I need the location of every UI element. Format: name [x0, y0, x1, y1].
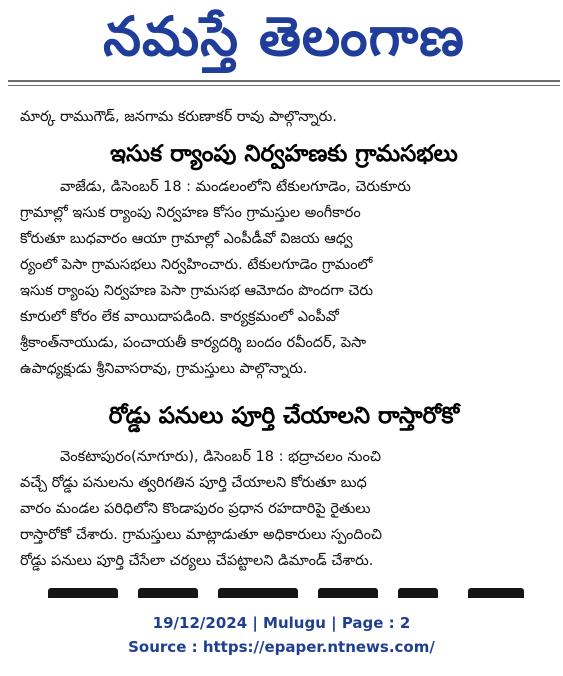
body-line: కూరులో కోరం లేక వాయిదాపడింది. కార్యక్రమంలో ఎంపీవో — [20, 309, 339, 325]
masthead-title: నమస్తే తెలంగాణ — [103, 5, 465, 68]
masthead — [8, 0, 560, 88]
newspaper-clipping — [8, 0, 560, 598]
body-line: రోడ్డు పనులు పూర్తి చేసేలా చర్యలు చేపట్టాలని డిమాండ్ చేశారు. — [20, 553, 374, 569]
masthead-rule-thin — [8, 85, 560, 86]
body-line: వచ్చే రోడ్డు పనులను త్వరిగతిన పూర్తి చేయాలని కోరుతూ బుధ — [20, 475, 367, 491]
cut-headline-fragment-bottom — [48, 588, 528, 598]
body-line: వెంకటాపురం(నూగూరు), డిసెంబర్ 18 : భద్రాచలం నుంచి — [60, 449, 381, 465]
cut-text-fragment-top — [120, 94, 320, 104]
body-line: శ్రీకాంత్‌నాయుడు, పంచాయతీ కార్యదర్శి బందం రవీందర్, పెసా — [20, 335, 367, 351]
article-tail-line: మార్క రాముగౌడ్, జనగామ కరుణాకర్ రావు పాల్గొన్నారు. — [20, 109, 337, 125]
masthead-rule — [8, 80, 560, 82]
source-link[interactable]: Source : https://epaper.ntnews.com/ — [128, 638, 435, 656]
body-line: కోరుతూ బుధవారం ఆయా గ్రామాల్లో ఎంపీడీవో విజయ ఆధ్వ — [20, 231, 353, 247]
body-line: ఇసుక ర్యాంపు నిర్వహణ పెసా గ్రామసభ ఆమోదం పొందగా చెరు — [20, 283, 374, 299]
edition-info: 19/12/2024 | Mulugu | Page : 2 — [152, 614, 411, 632]
body-line: వారం మండల పరిధిలోని కొండాపురం ప్రధాన రహదారిపై రైతులు — [20, 501, 371, 517]
body-line: గ్రామాల్లో ఇసుక ర్యాంపు నిర్వహణ కోసం గ్రామస్తుల అంగీకారం — [20, 205, 361, 221]
body-line: వాజేడు, డిసెంబర్ 18 : మండలంలోని టేకులగూడెం, చెరుకూరు — [60, 179, 411, 195]
headline-sand-ramp: ఇసుక ర్యాంపు నిర్వహణకు గ్రామసభలు — [110, 141, 458, 167]
body-line: ఉపాధ్యక్షుడు శ్రీనివాసరావు, గ్రామస్తులు పాల్గొన్నారు. — [20, 361, 308, 377]
headline-road-works: రోడ్డు పనులు పూర్తి చేయాలని రాస్తారోకో — [108, 403, 460, 429]
body-line: రాస్తారోకో చేశారు. గ్రామస్తులు మాట్లాడుతూ అధికారులు స్పందించి — [20, 527, 383, 543]
body-line: ర్యంలో పెసా గ్రామసభలు నిర్వహించారు. టేకులగూడెం గ్రామంలో — [20, 257, 373, 273]
